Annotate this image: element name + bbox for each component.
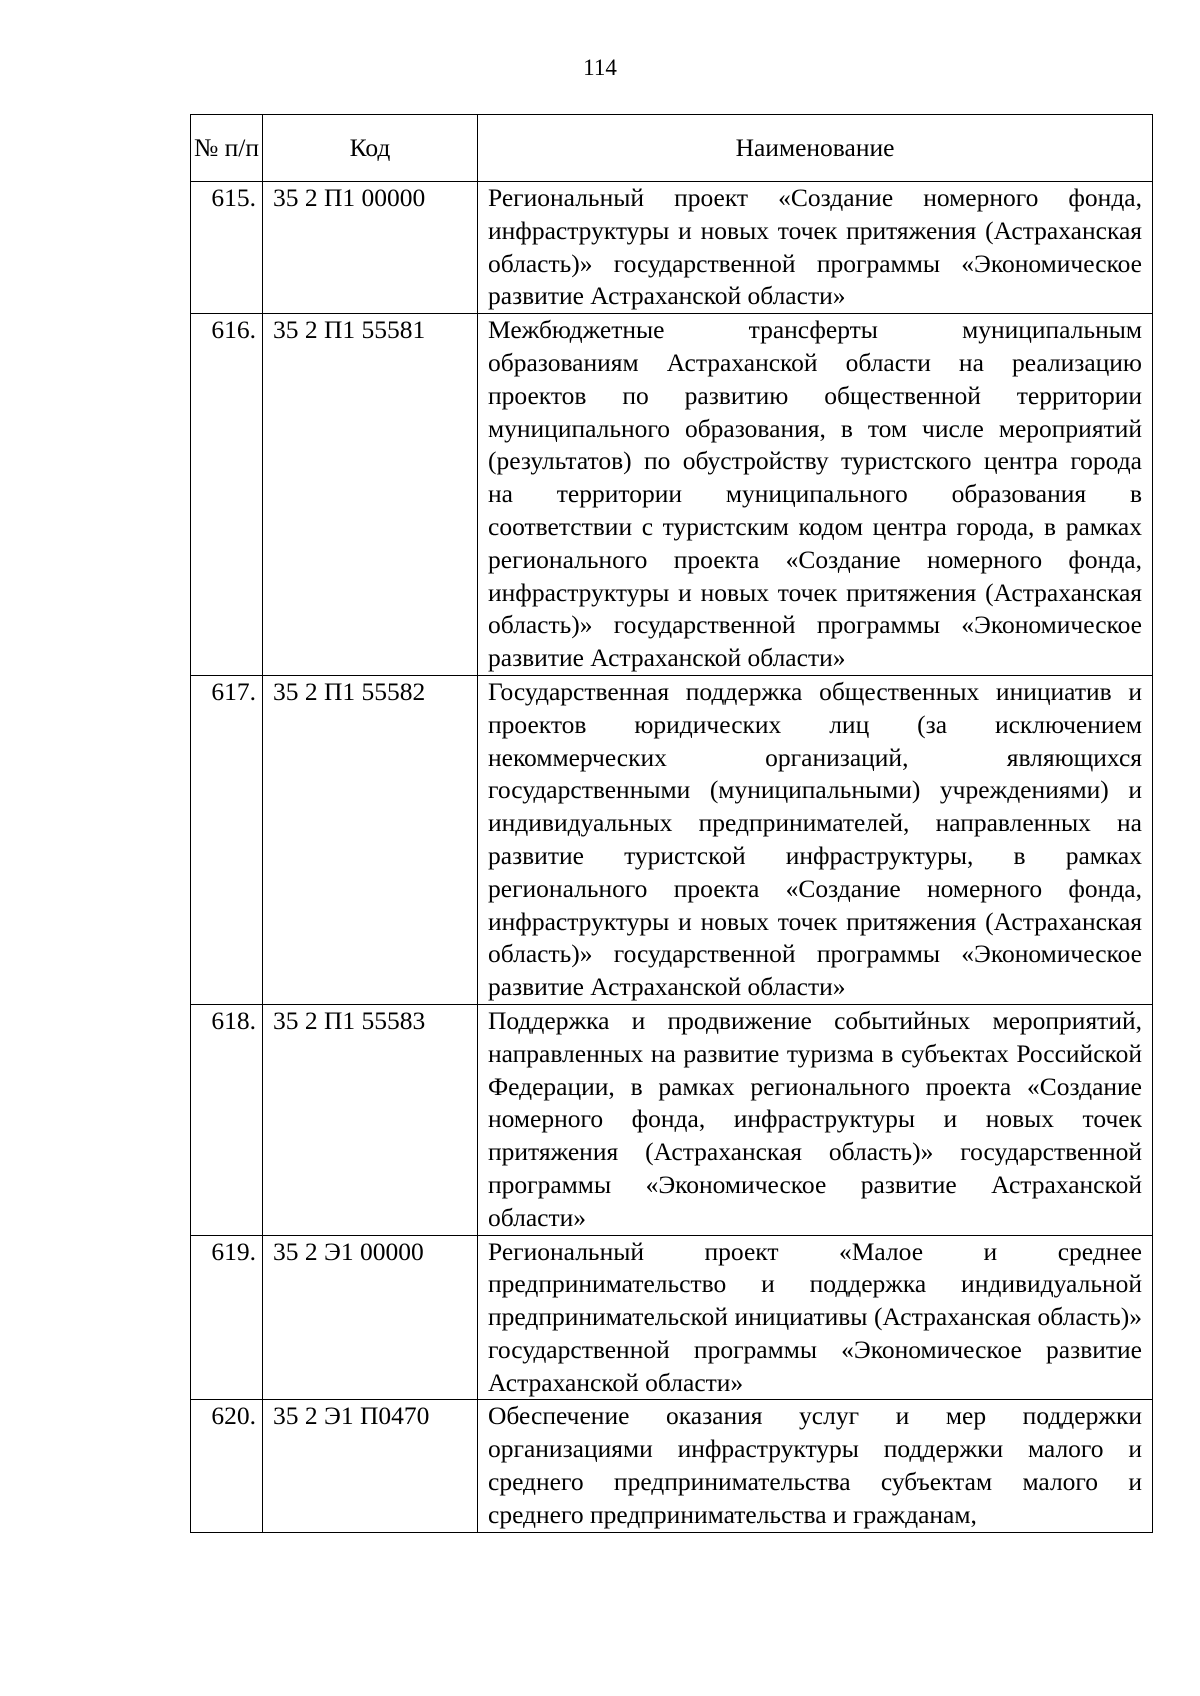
row-name: Межбюджетные трансферты муниципальным образованиям Астраханской области на реализацию проектов по развитию общественной территории муниципального образования, в том числе мероприятий (результатов) по обустройству туристского центра города на территории муниципального образования в соответствии с туристским кодом центра города, в рамках регионального проекта «Создание номерного фонда, инфраструктуры и новых точек притяжения (Астраханская область)» государственной программы «Экономическое развитие Астраханской области» (478, 314, 1153, 676)
row-name: Региональный проект «Малое и среднее предпринимательство и поддержка индивидуальной предпринимательской инициативы (Астраханская область)» государственной программы «Экономическое развитие Астраханской области» (478, 1235, 1153, 1400)
row-name: Государственная поддержка общественных инициатив и проектов юридических лиц (за исключением некоммерческих организаций, являющихся государственными (муниципальными) учреждениями) и индивидуальных предпринимателей, направленных на развитие туристской инфраструктуры, в рамках регионального проекта «Создание номерного фонда, инфраструктуры и новых точек притяжения (Астраханская область)» государственной программы «Экономическое развитие Астраханской области» (478, 675, 1153, 1004)
table-row (191, 675, 1153, 1004)
row-code: 35 2 П1 55582 (263, 675, 478, 1004)
header-name: Наименование (478, 115, 1153, 182)
table-row (191, 1004, 1153, 1235)
row-number: 620. (191, 1400, 263, 1532)
header-code: Код (263, 115, 478, 182)
row-code: 35 2 П1 00000 (263, 182, 478, 314)
row-code: 35 2 Э1 00000 (263, 1235, 478, 1400)
table-row (191, 1235, 1153, 1400)
row-code: 35 2 П1 55583 (263, 1004, 478, 1235)
table-row (191, 314, 1153, 676)
row-name: Поддержка и продвижение событийных мероприятий, направленных на развитие туризма в субъектах Российской Федерации, в рамках регионального проекта «Создание номерного фонда, инфраструктуры и новых точек притяжения (Астраханская область)» государственной программы «Экономическое развитие Астраханской области» (478, 1004, 1153, 1235)
table-row (191, 1400, 1153, 1532)
row-code: 35 2 П1 55581 (263, 314, 478, 676)
row-number: 616. (191, 314, 263, 676)
row-name: Обеспечение оказания услуг и мер поддержки организациями инфраструктуры поддержки малого и среднего предпринимательства субъектам малого и среднего предпринимательства и гражданам, (478, 1400, 1153, 1532)
table-row (191, 182, 1153, 314)
row-number: 618. (191, 1004, 263, 1235)
row-code: 35 2 Э1 П0470 (263, 1400, 478, 1532)
row-number: 615. (191, 182, 263, 314)
page-number: 114 (583, 55, 617, 80)
table-header-row (191, 115, 1153, 182)
row-number: 619. (191, 1235, 263, 1400)
row-name: Региональный проект «Создание номерного фонда, инфраструктуры и новых точек притяжения (Астраханская область)» государственной программы «Экономическое развитие Астраханской области» (478, 182, 1153, 314)
header-number: № п/п (191, 115, 263, 182)
budget-classification-table (190, 114, 1153, 1533)
row-number: 617. (191, 675, 263, 1004)
